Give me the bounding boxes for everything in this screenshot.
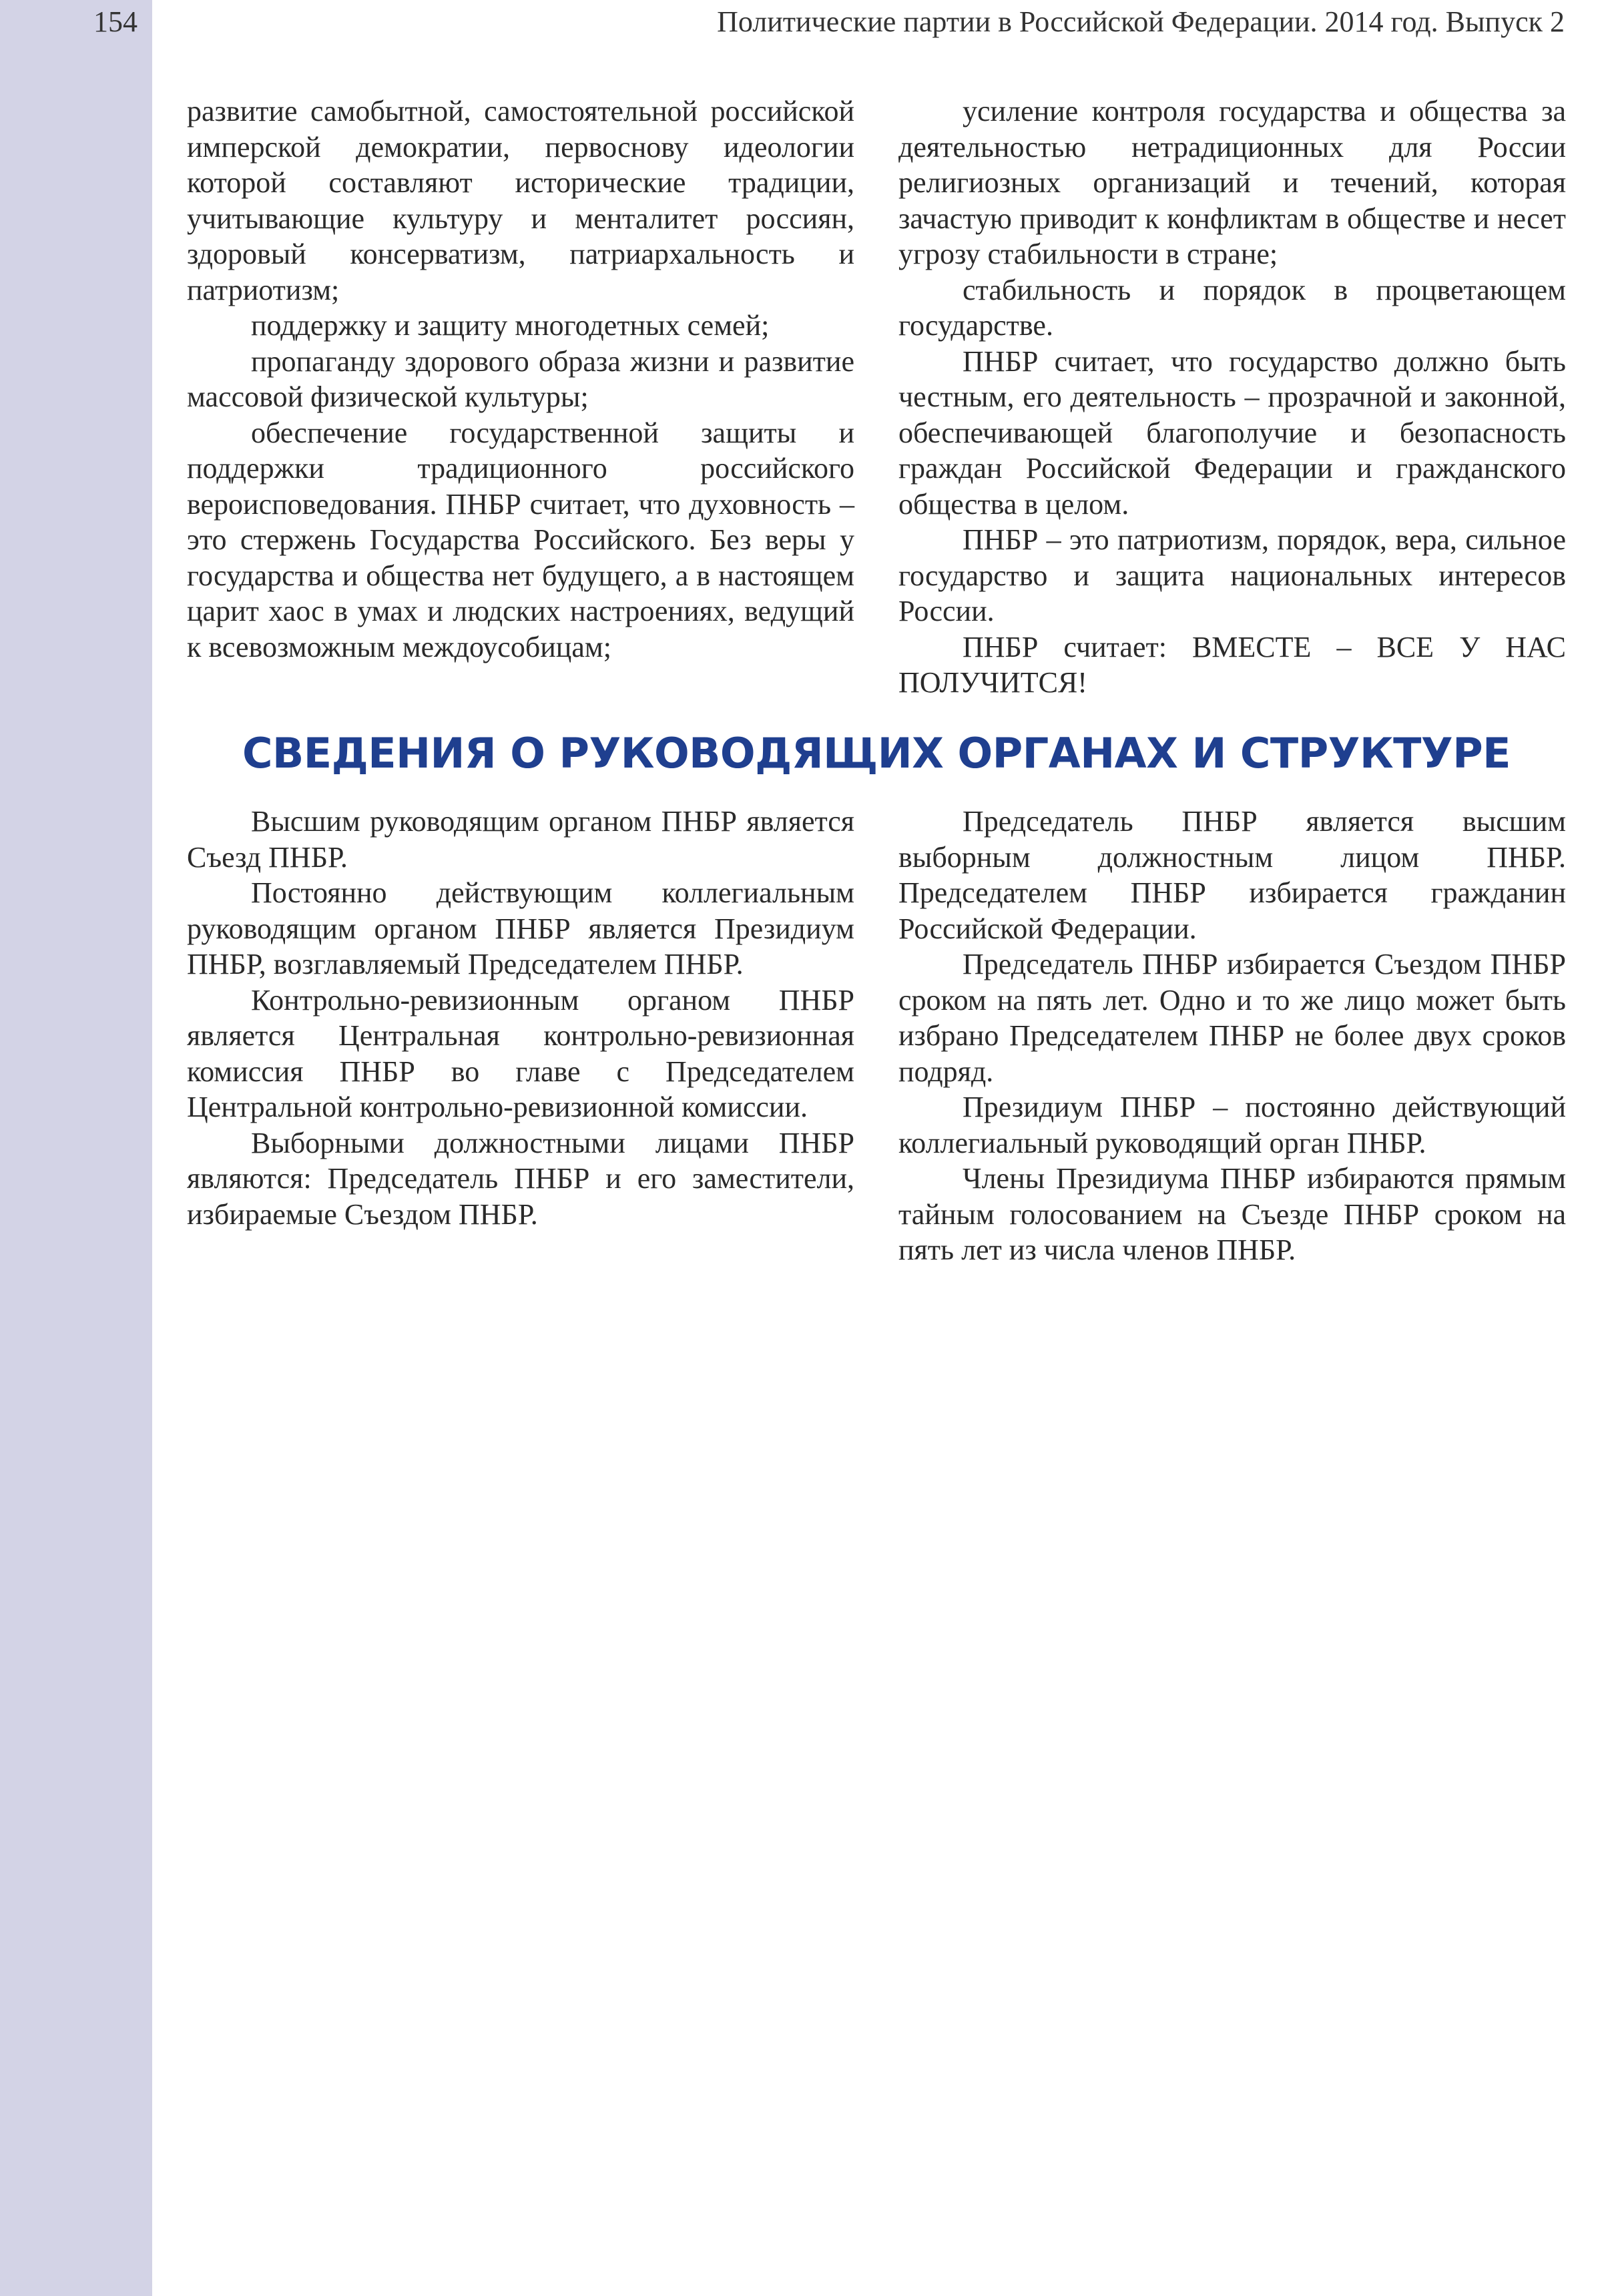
paragraph: Председатель ПНБР является высшим выборным должностным лицом ПНБР. Председателем ПНБР избирается гражданин Российской Федерации. (898, 805, 1566, 945)
running-title: Политические партии в Российской Федерации. 2014 год. Выпуск 2 (717, 5, 1565, 38)
section-left-column (187, 804, 854, 1232)
paragraph: Председатель ПНБР избирается Съездом ПНБР сроком на пять лет. Одно и то же лицо может быть избрано Председателем ПНБР не более двух сроков подряд. (898, 948, 1566, 1088)
paragraph: ПНБР считает, что государство должно быть честным, его деятельность – прозрачной и законной, обеспечивающей благополучие и безопасность граждан Российской Федерации и гражданского общества в целом. (898, 344, 1566, 521)
paragraph: развитие самобытной, самостоятельной российской имперской демократии, первоснову идеологии которой составляют исторические традиции, учитывающие культуру и менталитет россиян, здоровый консерватизм, патриархальность и патриотизм; (187, 95, 854, 306)
page-side-band (0, 0, 152, 2296)
paragraph: Высшим руководящим органом ПНБР является Съезд ПНБР. (187, 805, 854, 874)
paragraph: ПНБР – это патриотизм, порядок, вера, сильное государство и защита национальных интересов России. (898, 523, 1566, 627)
paragraph: Контрольно-ревизионным органом ПНБР является Центральная контрольно-ревизионная комиссия ПНБР во главе с Председателем Центральной контрольно-ревизионной комиссии. (187, 983, 854, 1123)
top-left-column (187, 93, 854, 665)
paragraph: Постоянно действующим коллегиальным руководящим органом ПНБР является Президиум ПНБР, возглавляемый Председателем ПНБР. (187, 876, 854, 980)
top-right-column (898, 93, 1566, 701)
section-heading: СВЕДЕНИЯ О РУКОВОДЯЩИХ ОРГАНАХ И СТРУКТУРЕ (242, 729, 1511, 778)
section-right-column (898, 804, 1566, 1268)
paragraph: ПНБР считает: ВМЕСТЕ – ВСЕ У НАС ПОЛУЧИТСЯ! (898, 630, 1566, 699)
page-number: 154 (93, 5, 138, 38)
paragraph: поддержку и защиту многодетных семей; (251, 309, 770, 342)
paragraph: Президиум ПНБР – постоянно действующий коллегиальный руководящий орган ПНБР. (898, 1091, 1566, 1159)
paragraph: обеспечение государственной защиты и поддержки традиционного российского вероисповедования. ПНБР считает, что духовность – это стержень Государства Российского. Без веры у государства и общества нет будущего, а в настоящем царит хаос в умах и людских настроениях, ведущий к всевозможным междоусобицам; (187, 416, 854, 663)
paragraph: усиление контроля государства и общества за деятельностью нетрадиционных для России религиозных организаций и течений, которая зачастую приводит к конфликтам в обществе и несет угрозу стабильности в стране; (898, 95, 1566, 270)
paragraph: Члены Президиума ПНБР избираются прямым тайным голосованием на Съезде ПНБР сроком на пять лет из числа членов ПНБР. (898, 1162, 1566, 1266)
paragraph: Выборными должностными лицами ПНБР являются: Председатель ПНБР и его заместители, избираемые Съездом ПНБР. (187, 1126, 854, 1231)
paragraph: пропаганду здорового образа жизни и развитие массовой физической культуры; (187, 344, 854, 413)
paragraph: стабильность и порядок в процветающем государстве. (898, 273, 1566, 342)
